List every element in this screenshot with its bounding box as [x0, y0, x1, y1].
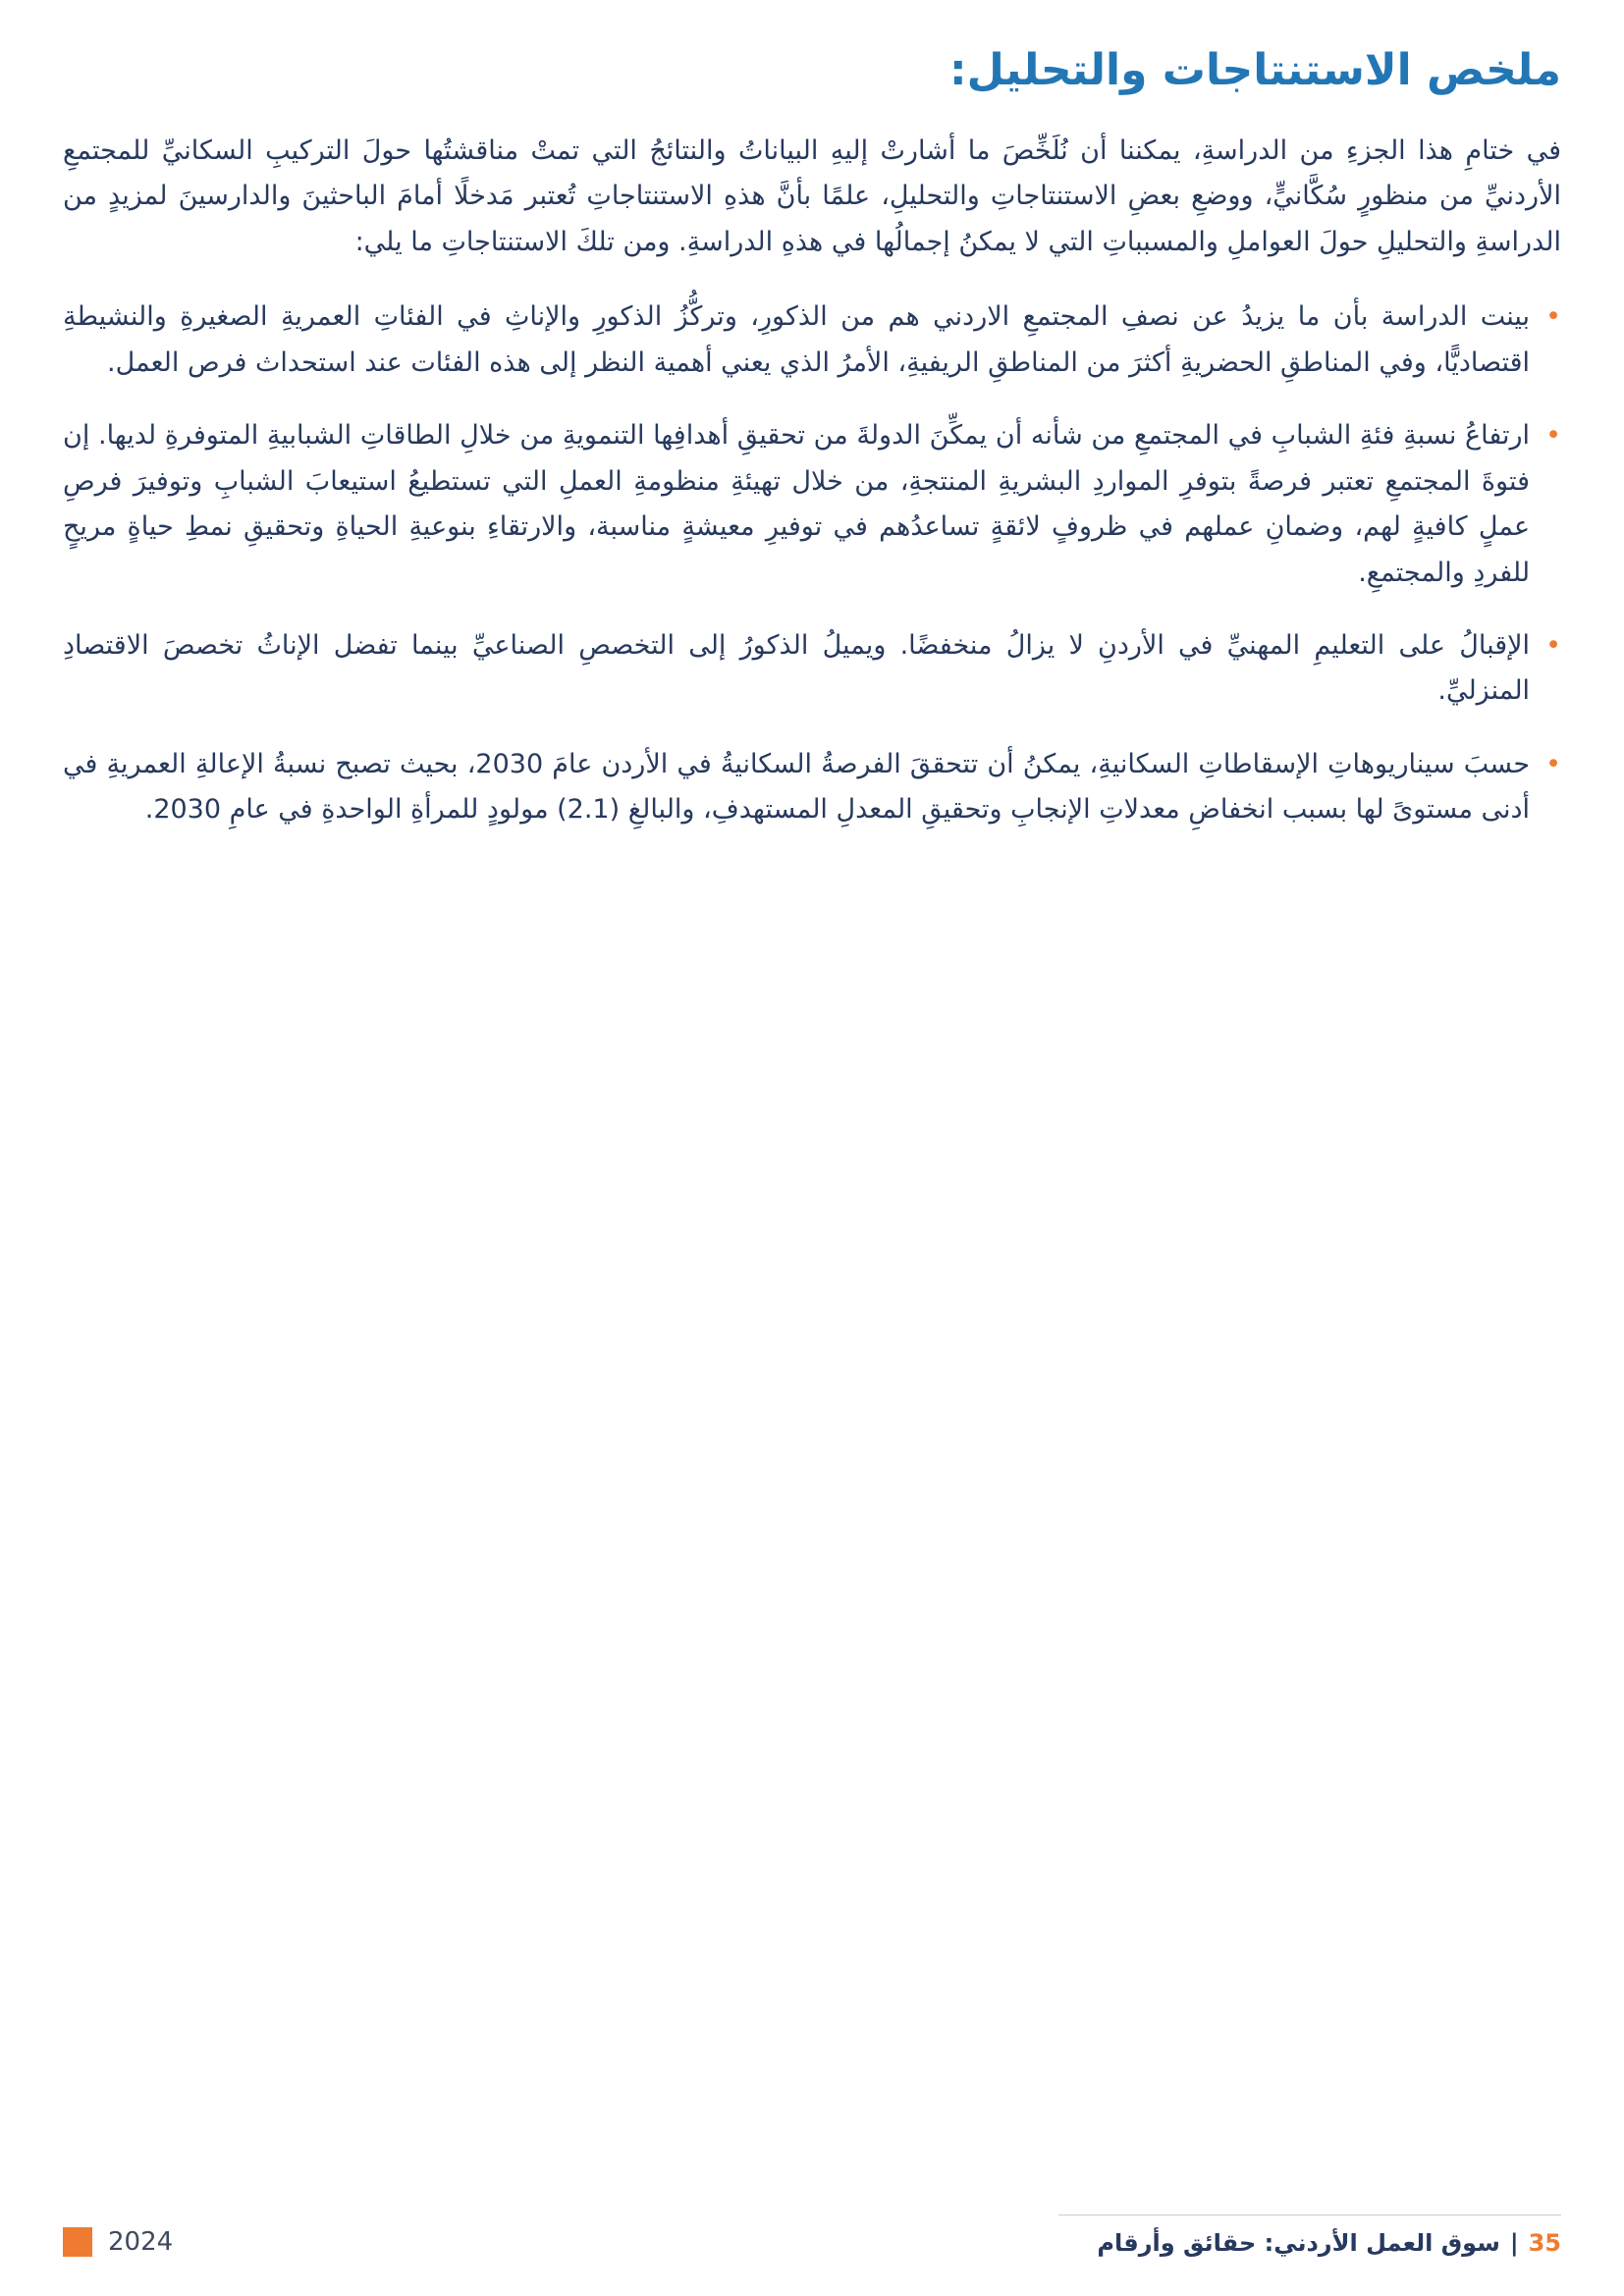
bullet-icon: • [1545, 301, 1561, 333]
list-item [63, 294, 1561, 386]
bullet-icon: • [1545, 420, 1561, 452]
footer-page-number: 35 [1528, 2229, 1561, 2257]
intro-paragraph: في ختامِ هذا الجزءِ من الدراسةِ، يمكننا أن نُلَخِّصَ ما أشارتْ إليهِ البياناتُ والنتائجُ التي تمتْ مناقشتُها حولَ التركيبِ السكانيِّ للمجتمعِ الأردنيِّ من منظورٍ سُكَّانيٍّ، ووضعِ بعضِ الاستنتاجاتِ والتحليلِ، علمًا بأنَّ هذهِ الاستنتاجاتِ تُعتبر مَدخلًا أمامَ الباحثينَ والدارسينَ لمزيدٍ من الدراسةِ والتحليلِ حولَ العواملِ والمسبباتِ التي لا يمكنُ إجمالُها في هذهِ الدراسةِ. ومن تلكَ الاستنتاجاتِ ما يلي: [63, 135, 1561, 257]
list-item-text: حسبَ سيناريوهاتِ الإسقاطاتِ السكانيةِ، يمكنُ أن تتحققَ الفرصةُ السكانيةُ في الأردن عامَ 2030، بحيث تصبح نسبةُ الإعالةِ العمريةِ في أدنى مستوىً لها بسبب انخفاضِ معدلاتِ الإنجابِ وتحقيقِ المعدلِ المستهدفِ، والبالغِ (2.1) مولودٍ للمرأةِ الواحدةِ في عامِ 2030. [63, 748, 1531, 826]
conclusions-list [63, 294, 1561, 832]
footer-divider [1058, 2215, 1561, 2216]
list-item [63, 742, 1561, 833]
bullet-icon: • [1545, 629, 1561, 661]
list-item [63, 413, 1561, 596]
list-item-text: الإقبالُ على التعليمِ المهنيِّ في الأردنِ لا يزالُ منخفضًا. ويميلُ الذكورُ إلى التخصصِ الصناعيِّ بينما تفضل الإناثُ تخصصَ الاقتصادِ المنزليِّ. [63, 629, 1531, 707]
page-title: ملخص الاستنتاجات والتحليل: [949, 45, 1561, 95]
footer-separator: | [1509, 2229, 1519, 2257]
page-content [63, 45, 1561, 833]
bullet-icon: • [1545, 748, 1561, 779]
list-item-text: بينت الدراسة بأن ما يزيدُ عن نصفِ المجتمعِ الاردني هم من الذكورِ، وتركُّزُ الذكورِ والإناثِ في الفئاتِ العمريةِ الصغيرةِ والنشيطةِ اقتصاديًّا، وفي المناطقِ الحضريةِ أكثرَ من المناطقِ الريفيةِ، الأمرُ الذي يعني أهمية النظر إلى هذه الفئات عند استحداث فرص العمل. [63, 301, 1531, 378]
footer-citation [1058, 2229, 1561, 2257]
list-item [63, 623, 1561, 715]
list-item-text: ارتفاعُ نسبةِ فئةِ الشبابِ في المجتمعِ من شأنه أن يمكِّنَ الدولةَ من تحقيقِ أهدافِها التنمويةِ من خلالِ الطاقاتِ الشبابيةِ المتوفرةِ لديها. إن فتوةَ المجتمعِ تعتبر فرصةً بتوفرِ المواردِ البشريةِ المنتجةِ، من خلال تهيئةِ منظومةِ العملِ التي تستطيعُ استيعابَ الشبابِ وتوفيرَ فرصِ عملٍ كافيةٍ لهم، وضمانِ عملهم في ظروفٍ لائقةٍ تساعدُهم في توفيرِ معيشةٍ مناسبة، والارتقاءِ بنوعيةِ الحياةِ وتحقيقِ نمطِ حياةٍ مريحٍ للفردِ والمجتمعِ. [63, 420, 1531, 588]
footer-doc-title: سوق العمل الأردني: حقائق وأرقام [1097, 2229, 1500, 2257]
footer-right [1058, 2215, 1561, 2257]
orange-square-icon [63, 2227, 92, 2257]
footer-left [63, 2227, 173, 2257]
page-footer [63, 2212, 1561, 2257]
footer-year: 2024 [108, 2227, 174, 2257]
